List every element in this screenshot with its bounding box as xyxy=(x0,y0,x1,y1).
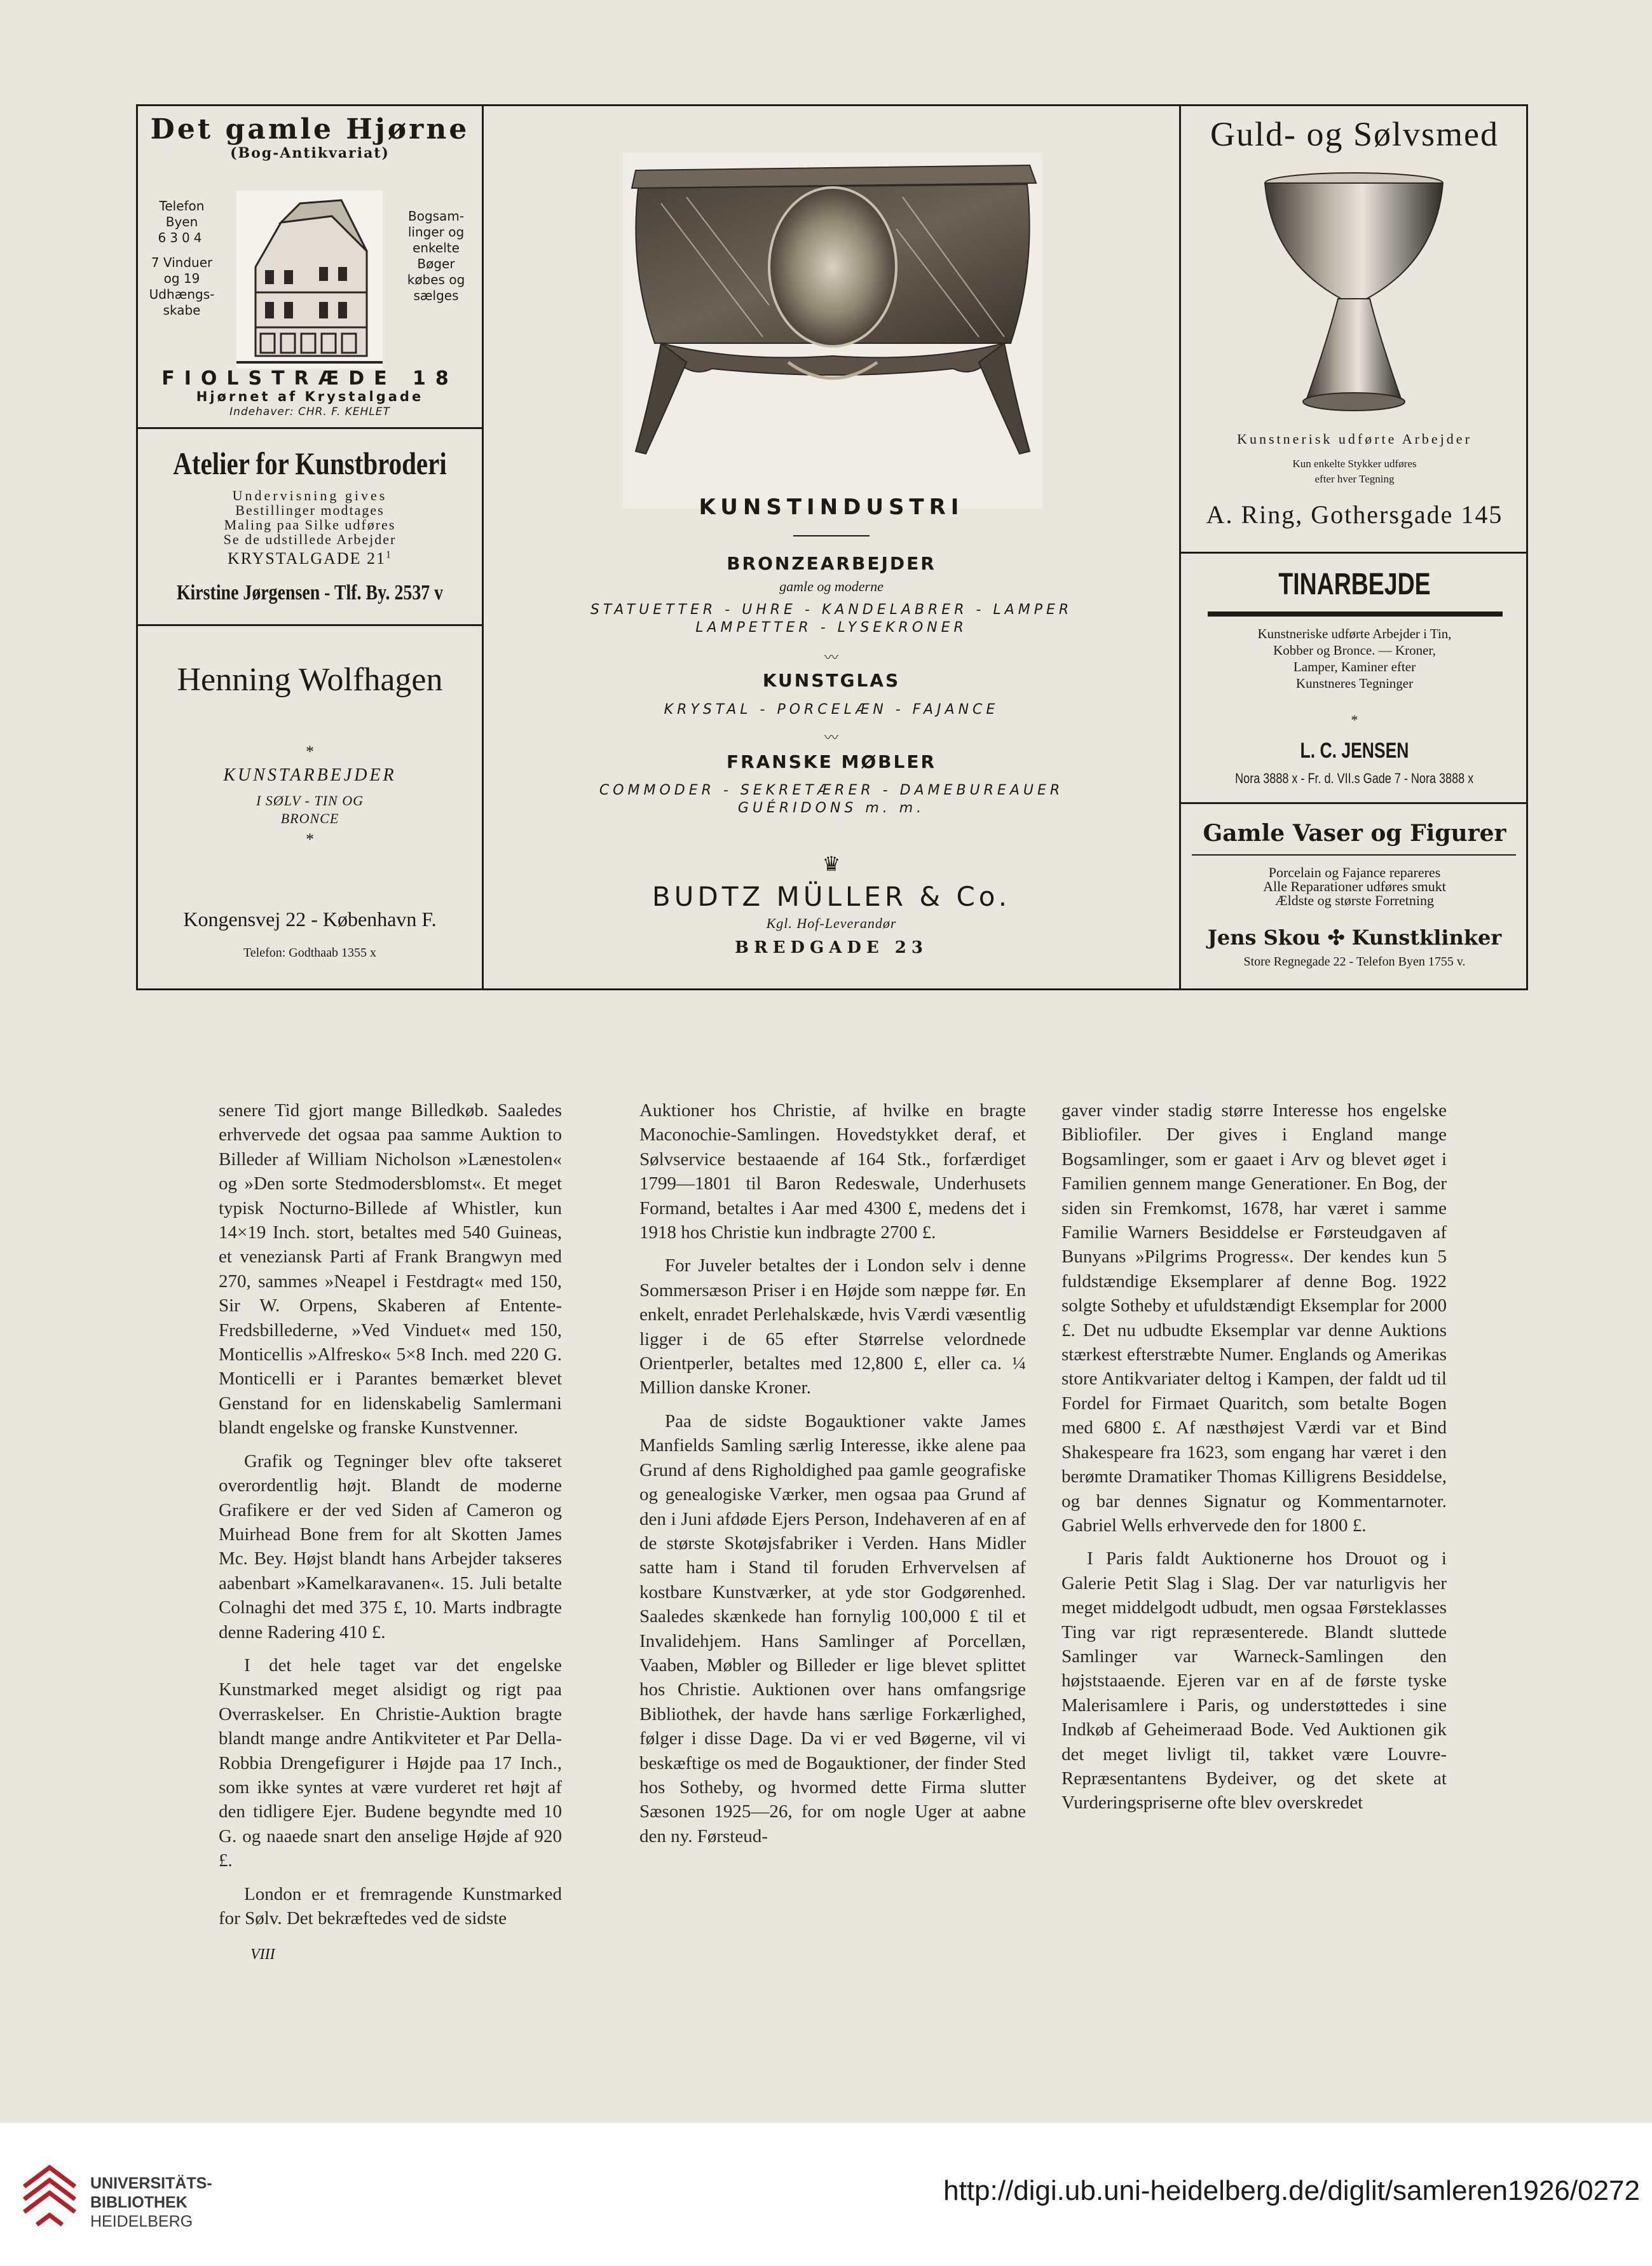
star-ornament: * xyxy=(306,742,314,761)
artist-materials xyxy=(136,792,484,828)
text-line: Udhængs- xyxy=(149,287,215,302)
tin-title: TINARBEJDE xyxy=(1278,568,1431,601)
artist-phone: Telefon: Godthaab 1355 x xyxy=(243,946,377,960)
star-ornament: * xyxy=(1351,712,1358,728)
commode-photograph xyxy=(623,153,1042,508)
phone-info xyxy=(144,198,220,318)
address-text: KRYSTALGADE 21 xyxy=(227,549,386,568)
library-line: UNIVERSITÄTS- xyxy=(90,2174,212,2192)
footer-bar xyxy=(0,2123,1652,2266)
ad-divider xyxy=(1179,552,1528,554)
atelier-address xyxy=(136,549,484,568)
section-title: KUNSTGLAS xyxy=(762,670,901,691)
text-line: Bogsam- xyxy=(407,208,465,224)
shop-subtitle: (Bog-Antikvariat) xyxy=(230,145,390,161)
text-line: Bøger xyxy=(417,256,455,271)
article-column-3 xyxy=(1062,1098,1447,1815)
section-items xyxy=(484,782,1179,817)
paragraph: I Paris faldt Auktionerne hos Drouot og i Galerie Petit Slag i Slag. Der var naturligvis her meget middelgodt udbudt, men ogsaa Førsteklasses Ting var rigt repræsenterede. Blandt sluttede Samlinger var Warneck-Samlingen den højststaaende. Ejeren var en af de første tyske Malerisamlere i Paris, og understøttedes i sine Indkøb af Geheimeraad Bode. Ved Auktionen gik det meget livligt til, takket være Louvre-Repræsentantens Bydeiver, og det skete at Vurderingspriserne ofte blev overskredet xyxy=(1062,1548,1447,1813)
university-library-logo-icon xyxy=(18,2161,81,2231)
atelier-title: Atelier for Kunstbroderi xyxy=(173,446,447,481)
smith-address: A. Ring, Gothersgade 145 xyxy=(1206,500,1503,529)
text-line: og 19 xyxy=(163,271,200,286)
section-items xyxy=(484,601,1179,637)
shop-title: Det gamle Hjørne xyxy=(150,113,470,146)
text-line: 7 Vinduer xyxy=(151,255,213,270)
text-line: Byen xyxy=(165,214,198,229)
text-line: sælges xyxy=(413,288,459,303)
text-line: Porcelain og Fajance repareres xyxy=(1268,864,1441,880)
star-ornament: * xyxy=(306,830,314,849)
section-subtitle: gamle og moderne xyxy=(779,578,884,594)
shop-address: FIOLSTRÆDE 18 xyxy=(161,367,458,390)
paragraph: Auktioner hos Christie, af hvilke en bragte Maconochie-Samlingen. Hovedstykket deraf, et Sølvservice bestaaende af 164 Stk., forfærdiget 1799—1801 til Baron Redeswale, Underhusets Formand, betaltes i Aar med 4300 £, medens det i 1918 hos Christie kun indbragte 2700 £. xyxy=(639,1100,1026,1243)
section-title: FRANSKE MØBLER xyxy=(726,751,937,772)
paragraph: London er et fremragende Kunstmarked for Sølv. Det bekræftedes ved de sidste xyxy=(219,1883,562,1928)
text-line: 6304 xyxy=(158,230,206,245)
paragraph: gaver vinder stadig større Interesse hos engelske Bibliofiler. Der gives i England mange Bogsamlinger, som er gaaet i Arv og blevet øget i Familien gennem mange Generationer. En Bog, der siden sin Fremkomst, 1678, har været i samme Familie Warners Besiddelse er Førsteudgaven af Bunyans »Pilgrims Progress«. Der kendes kun 5 fuldstændige Eksemplarer af denne Bog. 1922 solgte Sotheby et ufuldstændigt Eksemplar for 2000 £. Det nu udbudte Eksemplar var denne Auktions stærkest efterstræbte Numer. Englands og Amerikas store Antikvariater deltog i Kampen, der faldt ud til Fordel for Firmaet Quaritch, som betalte Bogen med 6800 £. Af næsthøjest Værdi var et Bind Shakespeare fra 1623, som engang har været i den berømte Dramatiker Thomas Killigrens Besiddelse, og bar dennes Signatur og Kommentarnoter. Gabriel Wells erhvervede den for 1800 £. xyxy=(1062,1100,1447,1536)
artist-address: Kongensvej 22 - København F. xyxy=(183,908,437,931)
contact-text: Nora 3888 x - Fr. d. VII.s Gade 7 - Nora 3888 x xyxy=(1235,770,1474,786)
goblet-photograph xyxy=(1259,172,1449,420)
text-line: Undervisning gives xyxy=(232,488,388,503)
shop-owner: Indehaver: CHR. F. KEHLET xyxy=(229,406,390,418)
smith-line: efter hver Tegning xyxy=(1314,473,1395,485)
text-line: Ældste og største Forretning xyxy=(1275,892,1434,908)
article-column-2 xyxy=(639,1098,1026,1848)
page-number: VIII xyxy=(250,1946,275,1963)
paragraph: I det hele taget var det engelske Kunstmarked meget alsidigt og rigt paa Overraskelser. En Christie-Auktion bragte blandt mange andre Antikviteter et Par Della-Robbia Drengefigurer i Højde paa 17 Inch., som ikke syntes at være vurderet ret højt af den tidligere Ejer. Budene begyndte med 10 G. og naaede snart den anselige Højde af 920 £. xyxy=(219,1655,562,1871)
ad-divider xyxy=(1179,802,1528,804)
text-line: KRYSTAL - PORCELÆN - FAJANCE xyxy=(664,702,999,718)
text-line: Bestillinger modtages xyxy=(235,502,385,518)
atelier-lines xyxy=(136,488,484,547)
title-rule xyxy=(1208,611,1503,617)
budtz-heading: KUNSTINDUSTRI xyxy=(699,495,964,520)
library-line: BIBLIOTHEK xyxy=(90,2194,188,2211)
books-info xyxy=(393,208,479,304)
text-line: Maling paa Silke udføres xyxy=(224,517,396,533)
section-items xyxy=(484,702,1179,718)
ornament-rule xyxy=(793,535,870,536)
text-line: Alle Reparationer udføres smukt xyxy=(1263,878,1446,894)
text-line: skabe xyxy=(163,303,201,318)
text-line: GUÉRIDONS m. m. xyxy=(737,800,925,816)
tin-maker: L. C. JENSEN xyxy=(1300,739,1409,763)
text-line: Telefon xyxy=(159,198,205,214)
text-line: købes og xyxy=(407,272,465,287)
paragraph: Grafik og Tegninger blev ofte takseret overordentlig højt. Blandt de moderne Grafikere er der ved Siden af Cameron og Muirhead Bone frem for alt Skotten James Mc. Bey. Højst blandt hans Arbejder takseres aabenbart »Kamelkaravanen«. 15. Juli betalte Colnaghi det med 375 £, 10. Marts indbragte denne Radering 410 £. xyxy=(219,1450,562,1642)
paragraph: For Juveler betaltes der i London selv i denne Sommersæson Priser i en Højde som næppe før. En enkelt, enradet Perlehalskæde, hvis Værdi væsentlig ligger i de 65 efter Størrelse velordnede Orientperler, betaltes med 12,800 £, eller ca. ¼ Million danske Kroner. xyxy=(639,1255,1026,1398)
paragraph: Paa de sidste Bogauktioner vakte James Manfields Samling særlig Interesse, ikke alene paa Grund af dens Righoldighed paa gamle geografiske og genealogiske Værker, men ogsaa paa Grund af den i Juni afdøde Ejers Person, Indehaveren af en af de største Skotøjsfabriker i Verden. Hans Midler satte ham i Stand til foruden Erhvervelsen af kostbare Kunstværker, at yde stor Godgørenhed. Saaledes skænkede han fornylig 100,000 £ til et Invalidehjem. Hans Samlinger af Porcellæn, Vaaben, Møbler og Billeder er lige blevet splittet hos Christie. Auktionen over hans omfangsrige Bibliothek, der havde hans særlige Forkærlighed, følger i disse Dage. Da vi er ved Bøgerne, vil vi beskæftige os med de Bogauktioner, der finder Sted hos Sotheby, og hvormed dette Firma slutter Sæsonen 1925—26, for om nogle Uger at aabne den ny. Førsteud- xyxy=(639,1410,1026,1846)
tin-lines xyxy=(1181,625,1528,692)
crown-icon: ♛ xyxy=(822,852,841,876)
ad-divider xyxy=(136,427,484,429)
ad-divider xyxy=(136,624,484,626)
shop-corner: Hjørnet af Krystalgade xyxy=(196,389,424,404)
permalink-url[interactable]: http://digi.ub.uni-heidelberg.de/diglit/samleren1926/0272 xyxy=(943,2175,1640,2206)
corner-building-illustration xyxy=(236,191,383,369)
text-line: BRONCE xyxy=(280,810,339,826)
text-line: LAMPETTER - LYSEKRONER xyxy=(695,620,967,636)
paragraph: senere Tid gjort mange Billedkøb. Saaledes erhvervede det ogsaa paa samme Auktion to Billeder af William Nicholson »Lænestolen« og »Den sorte Stedmodersblomst«. Et meget typisk Nocturno-Billede af Whistler, kun 14×19 Inch. stort, betaltes med 540 Guineas, et veneziansk Parti af Frank Brangwyn med 270, sammes »Neapel i Festdragt« med 150, Sir W. Orpens, Skaberen af Entente-Fredsbillederne, »Ved Vinduet« med 150, Monticellis »Alfresko« 5×8 Inch. med 220 G. Monticelli er i Parantes bemærket blevet Genstand for en lidenskabelig Samlermani blandt engelske og franske Kunstvenner. xyxy=(219,1100,562,1438)
text-line: COMMODER - SEKRETÆRER - DAMEBUREAUER xyxy=(599,782,1064,798)
artist-name: Henning Wolfhagen xyxy=(177,662,443,698)
smith-line: Kunstnerisk udførte Arbejder xyxy=(1237,431,1472,447)
vaser-name: Jens Skou ✣ Kunstklinker xyxy=(1207,925,1502,950)
title-rule xyxy=(1192,854,1516,856)
vaser-address: Store Regnegade 22 - Telefon Byen 1755 v. xyxy=(1243,955,1466,969)
artist-trade: KUNSTARBEJDER xyxy=(223,765,397,785)
swash-ornament: 〰 xyxy=(824,730,838,746)
text-line: Se de udstillede Arbejder xyxy=(223,531,397,547)
text-line: linger og xyxy=(407,224,465,240)
smith-title: Guld- og Sølvsmed xyxy=(1210,115,1499,153)
text-line: STATUETTER - UHRE - KANDELABRER - LAMPER xyxy=(590,602,1073,618)
text-line: Kobber og Bronce. — Kroner, xyxy=(1273,643,1436,658)
text-line: Kunstneriske udførte Arbejder i Tin, xyxy=(1257,626,1452,641)
swash-ornament: 〰 xyxy=(824,650,838,666)
firm-name: BUDTZ MÜLLER & Co. xyxy=(652,881,1011,912)
text-line: enkelte xyxy=(413,240,460,256)
firm-subtitle: Kgl. Hof-Leverandør xyxy=(766,915,897,931)
atelier-contact: Kirstine Jørgensen - Tlf. By. 2537 v xyxy=(176,581,444,604)
text-line: Lamper, Kaminer efter xyxy=(1293,659,1416,674)
ad-divider-right xyxy=(1179,104,1181,990)
text-line: Kunstneres Tegninger xyxy=(1295,676,1414,691)
text-line: I SØLV - TIN OG xyxy=(256,793,364,809)
article-column-1 xyxy=(219,1098,562,1930)
section-title: BRONZEARBEJDER xyxy=(727,553,936,574)
vaser-lines xyxy=(1181,866,1528,908)
vaser-title: Gamle Vaser og Figurer xyxy=(1203,820,1506,847)
firm-address: BREDGADE 23 xyxy=(735,938,928,957)
library-line: HEIDELBERG xyxy=(90,2213,193,2230)
smith-line: Kun enkelte Stykker udføres xyxy=(1292,458,1417,470)
address-sup: 1 xyxy=(386,549,393,561)
library-name xyxy=(90,2174,212,2231)
tin-contact xyxy=(1181,770,1528,787)
